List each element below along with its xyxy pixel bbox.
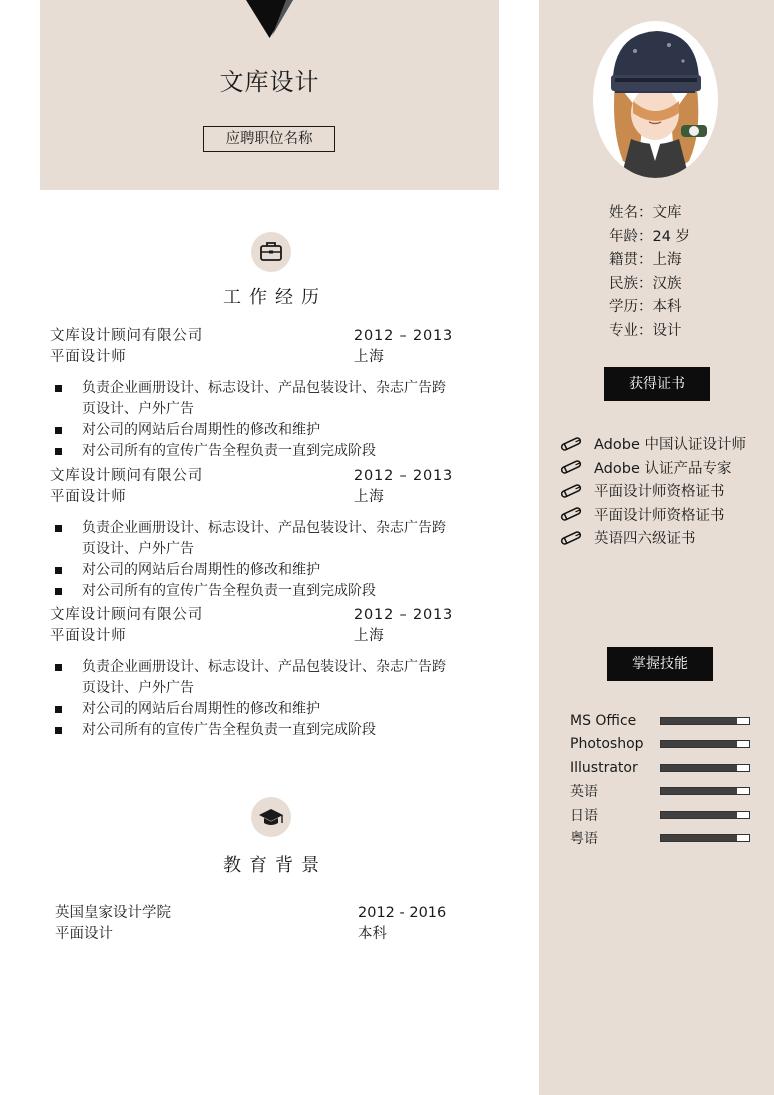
duty-text: 对公司的网站后台周期性的修改和维护 bbox=[82, 562, 320, 578]
profile-label: 专业： bbox=[609, 322, 653, 339]
candidate-name: 文库设计 bbox=[219, 68, 320, 96]
duty-text: 负责企业画册设计、标志设计、产品包装设计、杂志广告跨页设计、户外广告 bbox=[82, 520, 446, 557]
skill-level-bar bbox=[660, 740, 750, 748]
job-role: 平面设计师 bbox=[50, 489, 127, 505]
profile-label: 年龄： bbox=[609, 228, 653, 245]
square-bullet-icon bbox=[50, 699, 82, 720]
square-bullet-icon bbox=[50, 560, 82, 581]
duty-item bbox=[50, 720, 470, 741]
skills-heading: 掌握技能 bbox=[607, 647, 713, 681]
square-bullet-icon bbox=[50, 657, 82, 699]
certificate-label: 英语四六级证书 bbox=[594, 531, 696, 548]
diploma-scroll-icon bbox=[559, 506, 583, 522]
certificate-item bbox=[559, 432, 746, 456]
skill-level-bar bbox=[660, 764, 750, 772]
profile-row bbox=[609, 226, 690, 250]
job-company: 文库设计顾问有限公司 bbox=[50, 607, 203, 623]
job-company: 文库设计顾问有限公司 bbox=[50, 328, 203, 344]
profile-label: 民族： bbox=[609, 275, 653, 292]
profile-value: 上海 bbox=[652, 252, 682, 268]
header-band bbox=[40, 0, 499, 190]
certificates-heading: 获得证书 bbox=[604, 367, 710, 401]
skill-level-fill bbox=[661, 741, 737, 747]
skill-level-bar bbox=[660, 811, 750, 819]
job-company: 文库设计顾问有限公司 bbox=[50, 468, 203, 484]
certificate-label: Adobe 中国认证设计师 bbox=[594, 437, 746, 454]
skill-item bbox=[570, 756, 750, 780]
duty-text: 对公司所有的宣传广告全程负责一直到完成阶段 bbox=[82, 722, 376, 738]
skill-item bbox=[570, 803, 750, 827]
skill-name: 日语 bbox=[570, 807, 598, 824]
certificate-label: 平面设计师资格证书 bbox=[594, 507, 725, 524]
job-role: 平面设计师 bbox=[50, 628, 127, 644]
profile-value: 文库 bbox=[652, 205, 682, 221]
duty-text: 对公司所有的宣传广告全程负责一直到完成阶段 bbox=[82, 583, 376, 599]
skill-item bbox=[570, 827, 750, 851]
duty-item bbox=[50, 581, 470, 602]
skill-level-fill bbox=[661, 812, 737, 818]
square-bullet-icon bbox=[50, 420, 82, 441]
profile-info bbox=[609, 202, 690, 343]
job-role: 平面设计师 bbox=[50, 349, 127, 365]
duty-text: 负责企业画册设计、标志设计、产品包装设计、杂志广告跨页设计、户外广告 bbox=[82, 380, 446, 417]
skill-level-fill bbox=[661, 765, 737, 771]
sidebar bbox=[539, 0, 774, 1095]
diploma-scroll-icon bbox=[559, 483, 583, 499]
diploma-scroll-icon bbox=[559, 459, 583, 475]
job-period: 2012 – 2013 bbox=[354, 468, 454, 484]
job-location: 上海 bbox=[354, 489, 385, 505]
work-section-badge bbox=[251, 232, 291, 272]
skill-name: Photoshop bbox=[570, 736, 644, 753]
briefcase-icon bbox=[251, 232, 291, 272]
duty-text: 对公司的网站后台周期性的修改和维护 bbox=[82, 701, 320, 717]
job-location: 上海 bbox=[354, 628, 385, 644]
skill-level-bar bbox=[660, 834, 750, 842]
duty-item bbox=[50, 657, 470, 699]
work-section-title: 工作经历 bbox=[223, 287, 327, 308]
square-bullet-icon bbox=[50, 581, 82, 602]
duty-text: 负责企业画册设计、标志设计、产品包装设计、杂志广告跨页设计、户外广告 bbox=[82, 659, 446, 696]
profile-label: 籍贯： bbox=[609, 252, 653, 268]
skill-level-bar bbox=[660, 717, 750, 725]
skill-level-fill bbox=[661, 835, 737, 841]
education-degree: 本科 bbox=[358, 926, 387, 942]
education-period: 2012 - 2016 bbox=[358, 905, 447, 921]
education-section-title: 教育背景 bbox=[223, 855, 327, 876]
duty-item bbox=[50, 420, 470, 441]
skill-item bbox=[570, 733, 750, 757]
certificate-item bbox=[559, 456, 746, 480]
skill-name: 粤语 bbox=[570, 831, 598, 848]
skill-name: 英语 bbox=[570, 784, 598, 801]
duty-text: 对公司所有的宣传广告全程负责一直到完成阶段 bbox=[82, 443, 376, 459]
duty-item bbox=[50, 560, 470, 581]
job-period: 2012 – 2013 bbox=[354, 607, 454, 623]
skill-level-fill bbox=[661, 718, 737, 724]
duty-item bbox=[50, 441, 470, 462]
square-bullet-icon bbox=[50, 378, 82, 420]
job-entry bbox=[50, 605, 470, 741]
skill-level-fill bbox=[661, 788, 737, 794]
duty-item bbox=[50, 378, 470, 420]
certificate-item bbox=[559, 503, 746, 527]
job-entry bbox=[50, 466, 470, 602]
profile-value: 24 岁 bbox=[652, 228, 691, 245]
profile-label: 学历： bbox=[609, 299, 653, 315]
education-major: 平面设计 bbox=[55, 926, 113, 942]
education-section-badge bbox=[251, 797, 291, 837]
profile-value: 汉族 bbox=[652, 275, 682, 292]
profile-row bbox=[609, 249, 690, 273]
duty-item bbox=[50, 699, 470, 720]
duty-text: 对公司的网站后台周期性的修改和维护 bbox=[82, 422, 320, 438]
skill-name: MS Office bbox=[570, 712, 637, 729]
certificate-item bbox=[559, 479, 746, 503]
certificate-item bbox=[559, 526, 746, 550]
skill-list bbox=[570, 709, 750, 850]
square-bullet-icon bbox=[50, 441, 82, 462]
avatar bbox=[593, 21, 718, 178]
diploma-scroll-icon bbox=[559, 436, 583, 452]
avatar-illustration bbox=[593, 21, 718, 178]
education-school: 英国皇家设计学院 bbox=[55, 905, 171, 921]
graduation-cap-icon bbox=[251, 797, 291, 837]
certificate-list bbox=[559, 432, 746, 550]
header-triangle-ornament bbox=[246, 0, 293, 38]
profile-value: 设计 bbox=[652, 322, 682, 339]
skill-item bbox=[570, 709, 750, 733]
skill-level-bar bbox=[660, 787, 750, 795]
position-title: 应聘职位名称 bbox=[203, 126, 335, 152]
duty-item bbox=[50, 518, 470, 560]
profile-row bbox=[609, 273, 690, 297]
profile-value: 本科 bbox=[652, 299, 682, 315]
square-bullet-icon bbox=[50, 518, 82, 560]
skill-item bbox=[570, 780, 750, 804]
profile-row bbox=[609, 320, 690, 344]
profile-row bbox=[609, 202, 690, 226]
certificate-label: Adobe 认证产品专家 bbox=[594, 460, 732, 477]
diploma-scroll-icon bbox=[559, 530, 583, 546]
job-period: 2012 – 2013 bbox=[354, 328, 454, 344]
education-entry bbox=[55, 903, 446, 945]
job-location: 上海 bbox=[354, 349, 385, 365]
job-entry bbox=[50, 326, 470, 462]
profile-row bbox=[609, 296, 690, 320]
profile-label: 姓名： bbox=[609, 205, 653, 221]
skill-name: Illustrator bbox=[570, 759, 638, 776]
certificate-label: 平面设计师资格证书 bbox=[594, 484, 725, 501]
square-bullet-icon bbox=[50, 720, 82, 741]
